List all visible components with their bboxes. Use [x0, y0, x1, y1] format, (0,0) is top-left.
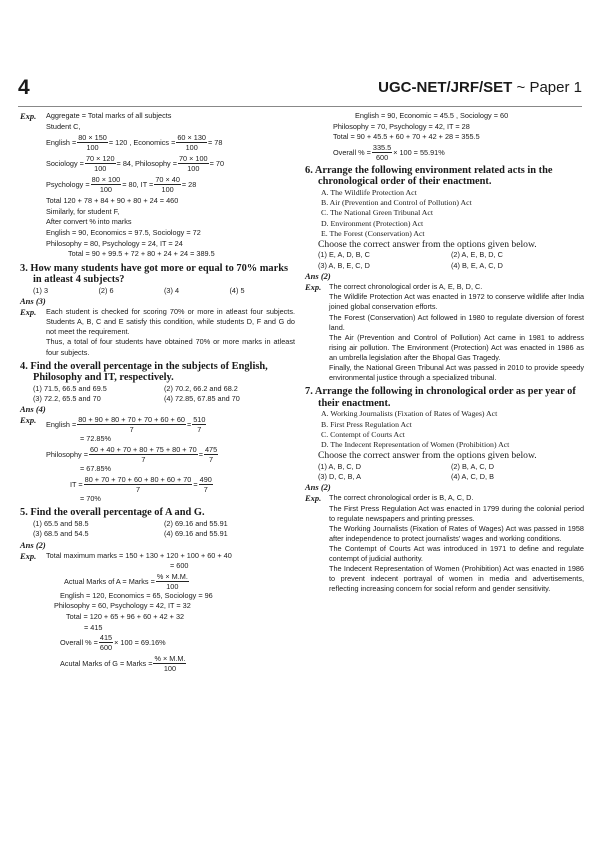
running-title: UGC-NET/JRF/SET ~ Paper 1 — [378, 79, 582, 96]
q7-options: (1) A, B, C, D (2) B, A, C, D (3) D, C, B, A (4) A, C, D, B — [318, 461, 494, 482]
question-7: 7. Arrange the following in chronological order as per year of their enactment. — [305, 386, 576, 409]
formula-overall-g: Overall % = $\frac{335.5}{600}$ × 100 = 55.91% — [333, 142, 445, 162]
q2-explanation-cont: Total 120 + 78 + 84 + 90 + 80 + 24 = 460 Similarly, for student F, After convert % into marks English = 90, Economics = 97.5, Sociology = 72 Philosophy = 80, Psychology = 24, IT = 24 Total = 90 + 99.5 + 72 + 80 + 24 + 24 = 389.5 — [46, 196, 215, 259]
q7-choose: Choose the correct answer from the options given below. — [318, 450, 537, 462]
q6-options: (1) E, A, D, B, C (2) A, E, B, D, C (3) A, B, E, C, D (4) B, E, A, C, D — [318, 250, 503, 270]
q7-explanation: Exp. The correct chronological order is B, A, C, D. The First Press Regulation Act was enacted in 1799 during the colonial period to regulate newspapers and printing presses. The Working Journalists (Fixation of Rates of Wages) Act was passed in 1958 after independence to protect journalists' wages and working conditions. The Contempt of Courts Act was introduced in 1971 to define and regulate contempt of judicial authority. The Indecent Representation of Women (Prohibition) Act was enacted in 1986 to prevent indecent portrayal of women in media and advertisements, reflecting increasing concern for social reform and gender sensitivity. — [305, 493, 584, 594]
q3-options: (1) 3 (2) 6 (3) 4 (4) 5 — [33, 285, 245, 295]
question-4: 4. Find the overall percentage in the subjects of English, Philosophy and IT, respectively. — [20, 360, 268, 384]
formula-psychology: Psychology = $\frac{80 \times 100}{100}$ = 80, IT = $\frac{70 \times 40}{100}$ = 28 — [46, 175, 197, 195]
question-3: 3. How many students have got more or equal to 70% marks in atleast 4 subjects? — [20, 262, 289, 286]
q5-explanation-cont: English = 90, Economic = 45.5 , Sociology = 60 Philosophy = 70, Psychology = 42, IT = 28 Total = 90 + 45.5 + 60 + 70 + 42 + 28 = 355.5 — [333, 111, 509, 142]
q3-explanation: Exp. Each student is checked for scoring 70% or more in atleast four subjects. Students A, B, C and E satisfy this condition, while students D, F and G do not meet the requirement. Thus, a total of four students have obtained 70% or more marks in atleast four subjects. — [20, 307, 295, 357]
q6-answer: Ans (2) — [305, 271, 331, 282]
q5-explanation: Exp. Total maximum marks = 150 + 130 + 120 + 100 + 60 + 40 = 600 Actual Marks of A = Marks = $\frac{\% \times M.M.}{100}$ English = 120, Economics = 65, Sociology = 96 Philosophy = 60, Psychology = 42, IT = 32 Total = 120 + 65 + 96 + 60 + 42 + 32 = 415 Overall % = $\frac{415}{600}$ × 100 = 69.16% Acutal Marks of G = Marks = $\frac{\% \times M.M.}{100}$ — [20, 550, 232, 674]
formula-sociology: Sociology = $\frac{70 \times 120}{100}$ = 84, Philosophy = $\frac{70 \times 100}{100}$ = 70 — [46, 154, 225, 174]
formula-english: English = $\frac{80 \times 150}{100}$ = 120 , Economics = $\frac{60 \times 130}{100}$ = 78 — [46, 133, 223, 153]
q4-answer: Ans (4) — [20, 404, 46, 415]
q7-items: A. Working Journalists (Fixation of Rates of Wages) Act B. First Press Regulation Act C. Contempt of Courts Act D. The Indecent Representation of Women (Prohibition) Act — [321, 409, 510, 450]
q5-options: (1) 65.5 and 58.5 (2) 69.16 and 55.91 (3) 68.5 and 54.5 (4) 69.16 and 55.91 — [33, 518, 228, 539]
q2-explanation: Exp. Aggregate = Total marks of all subjects Student C, — [20, 111, 172, 131]
left-column — [20, 111, 295, 673]
q6-choose: Choose the correct answer from the options given below. — [318, 239, 537, 251]
q4-explanation: Exp. English = $\frac{80 + 90 + 80 + 70 + 70 + 60 + 60}{7}$ = $\frac{510}{7}$ = 72.85% Philosophy = $\frac{60 + 40 + 70 + 80 + 75 + 80 + 70}{7}$ = $\frac{475}{7}$ = 67.85% IT = $\frac{80 + 70 + 70 + 60 + 80 + 60 + 70}{7}$ = $\frac{490}{7}$ = 70% — [20, 415, 218, 503]
q5-answer: Ans (2) — [20, 539, 46, 550]
q4-options: (1) 71.5, 66.5 and 69.5 (2) 70.2, 66.2 and 68.2 (3) 72.2, 65.5 and 70 (4) 72.85, 67.85 and 70 — [33, 383, 240, 404]
question-6: 6. Arrange the following environment related acts in the chronological order of their enactment. — [305, 164, 553, 188]
q6-items: A. The Wildlife Protection Act B. Air (Prevention and Control of Pollution) Act C. The National Green Tribunal Act D. Environment (Protection) Act E. The Forest (Conservation) Act — [321, 187, 472, 238]
page-number: 4 — [18, 76, 30, 99]
question-5: 5. Find the overall percentage of A and G. — [20, 507, 205, 519]
q7-answer: Ans (2) — [305, 482, 331, 493]
q6-explanation: Exp. The correct chronological order is A, E, B, D, C. The Wildlife Protection Act was enacted in 1972 to conserve wildlife after India joined global conservation efforts. The Forest (Conservation) Act followed in 1980 to regulate diversion of forest land. The Air (Prevention and Control of Pollution) Act came in 1981 to address rising air pollution. The Environment (Protection) Act was enacted in 1986 as an umbrella legislation after the Bhopal Gas Tragedy. Finally, the National Green Tribunal Act was passed in 2010 to provide speedy environmental justice through a specialized tribunal. — [305, 282, 584, 383]
page-header — [18, 76, 582, 107]
right-column — [305, 111, 584, 594]
q3-answer: Ans (3) — [20, 296, 46, 307]
